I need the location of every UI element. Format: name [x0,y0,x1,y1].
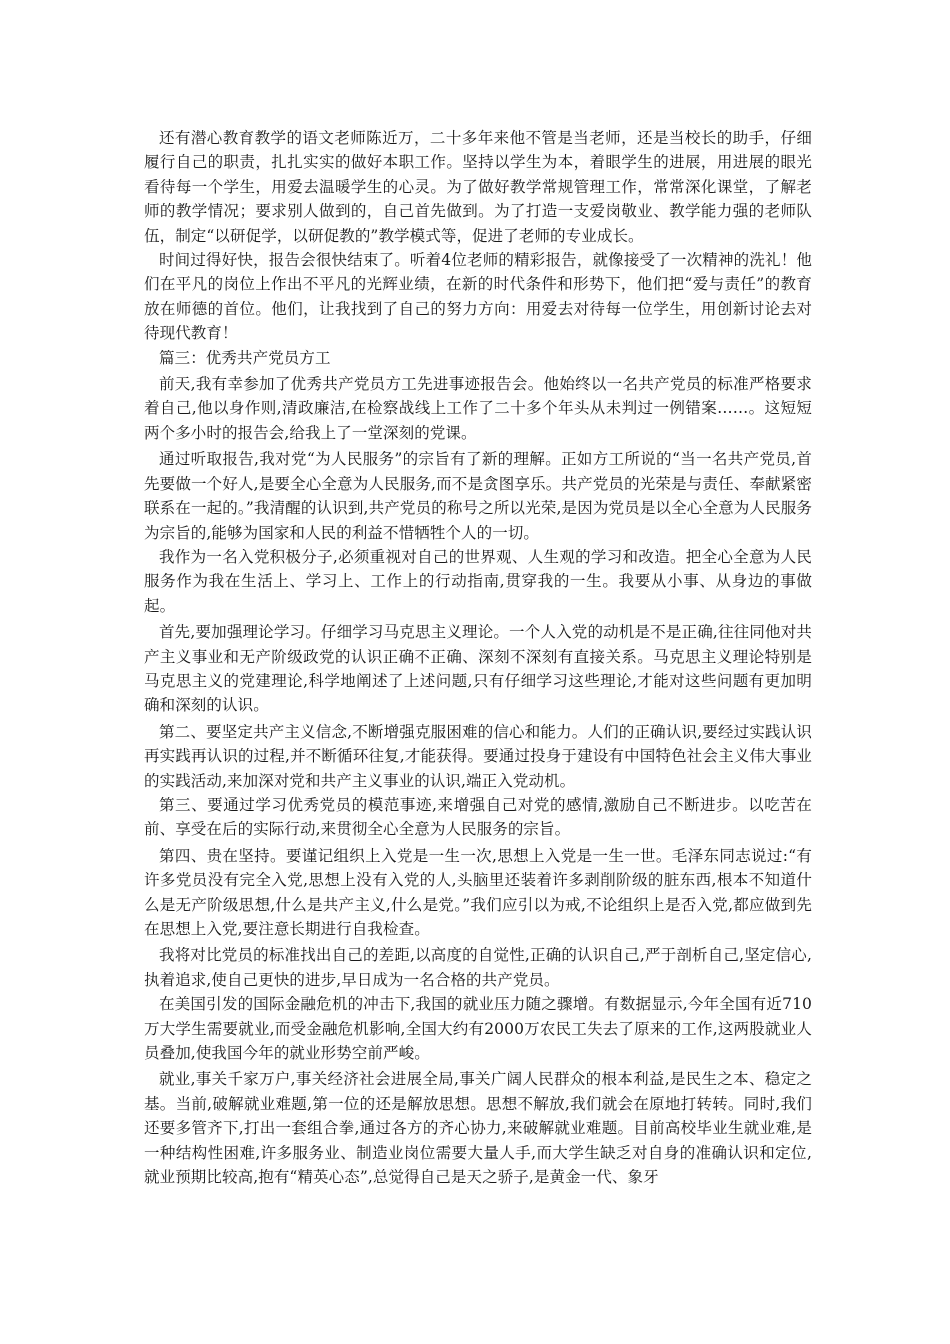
paragraph-third-model: 第三、要通过学习优秀党员的模范事迹,来增强自己对党的感情,激励自己不断进步。以吃苦在前、享受在后的实际行动,来贯彻全心全意为人民服务的宗旨。 [144,795,812,839]
paragraph-activist: 我作为一名入党积极分子,必须重视对自己的世界观、人生观的学习和改造。把全心全意为人民服务作为我在生活上、学习上、工作上的行动指南,贯穿我的一生。我要从小事、从身边的事做起。 [144,547,812,615]
paragraph-second-belief: 第二、要坚定共产主义信念,不断增强克服困难的信心和能力。人们的正确认识,要经过实践认识再实践再认识的过程,并不断循环往复,才能获得。要通过投身于建设有中国特色社会主义伟大事业的实践活动,来加深对党和共产主义事业的认识,端正入党动机。 [144,722,812,790]
section-heading-part-three: 篇三：优秀共产党员方工 [159,348,331,367]
paragraph-fourth-persist: 第四、贵在坚持。要谨记组织上入党是一生一次,思想上入党是一生一世。毛泽东同志说过:“有许多党员没有完全入党,思想上没有入党的人,头脑里还装着许多剥削阶级的脏东西,根本不知道什么是无产阶级思想,什么是共产主义,什么是党。”我们应引以为戒,不论组织上是否入党,都应做到先在思想上入党,要注意长期进行自我检查。 [144,846,812,938]
paragraph-teacher-chen: 还有潜心教育教学的语文老师陈近万，二十多年来他不管是当老师，还是当校长的助手，仔细履行自己的职责，扎扎实实的做好本职工作。坚持以学生为本，着眼学生的进展，用进展的眼光看待每一个学生，用爱去温暖学生的心灵。为了做好教学常规管理工作，常常深化课堂，了解老师的教学情况；要求别人做到的，自己首先做到。为了打造一支爱岗敬业、教学能力强的老师队伍，制定“以研促学，以研促教的”教学模式等，促进了老师的专业成长。 [144,129,812,245]
document-body [144,126,812,1189]
paragraph-serve-people: 通过听取报告,我对党“为人民服务”的宗旨有了新的理解。正如方工所说的“当一名共产党员,首先要做一个好人,是要全心全意为人民服务,而不是贪图享乐。共产党员的光荣是与责任、奉献紧密联系在一起的。”我清醒的认识到,共产党员的称号之所以光荣,是因为党员是以全心全意为人民服务为宗旨的,能够为国家和人民的利益不惜牺牲个人的一切。 [144,450,812,542]
paragraph-financial-crisis: 在美国引发的国际金融危机的冲击下,我国的就业压力随之骤增。有数据显示,今年全国有近710万大学生需要就业,而受金融危机影响,全国大约有2000万农民工失去了原来的工作,这两股就业人员叠加,使我国今年的就业形势空前严峻。 [144,995,812,1063]
paragraph-report-conclusion: 时间过得好快，报告会很快结束了。听着4位老师的精彩报告，就像接受了一次精神的洗礼！他们在平凡的岗位上作出不平凡的光辉业绩，在新的时代条件和形势下，他们把“爱与责任”的教育放在师德的首位。他们，让我找到了自己的努力方向：用爱去对待每一位学生，用创新讨论去对待现代教育！ [144,251,812,343]
paragraph-first-theory: 首先,要加强理论学习。仔细学习马克思主义理论。一个人入党的动机是不是正确,往往同他对共产主义事业和无产阶级政党的认识正确不正确、深刻不深刻有直接关系。马克思主义理论特别是马克思主义的党建理论,科学地阐述了上述问题,只有仔细学习这些理论,才能对这些问题有更加明确和深刻的认识。 [144,623,812,715]
paragraph-self-compare: 我将对比党员的标准找出自己的差距,以高度的自觉性,正确的认识自己,严于剖析自己,坚定信心,执着追求,使自己更快的进步,早日成为一名合格的共产党员。 [144,946,812,989]
paragraph-employment: 就业,事关千家万户,事关经济社会进展全局,事关广阔人民群众的根本利益,是民生之本、稳定之基。当前,破解就业难题,第一位的还是解放思想。思想不解放,我们就会在原地打转转。同时,我们还要多管齐下,打出一套组合拳,通过各方的齐心协力,来破解就业难题。目前高校毕业生就业难,是一种结构性困难,许多服务业、制造业岗位需要大量人手,而大学生缺乏对自身的准确认识和定位,就业预期比较高,抱有“精英心态”,总觉得自己是天之骄子,是黄金一代、象牙 [144,1070,812,1187]
paragraph-report-meeting: 前天,我有幸参加了优秀共产党员方工先进事迹报告会。他始终以一名共产党员的标准严格要求着自己,他以身作则,清政廉洁,在检察战线上工作了二十多个年头从未判过一例错案……。这短短两个多小时的报告会,给我上了一堂深刻的党课。 [144,375,812,442]
